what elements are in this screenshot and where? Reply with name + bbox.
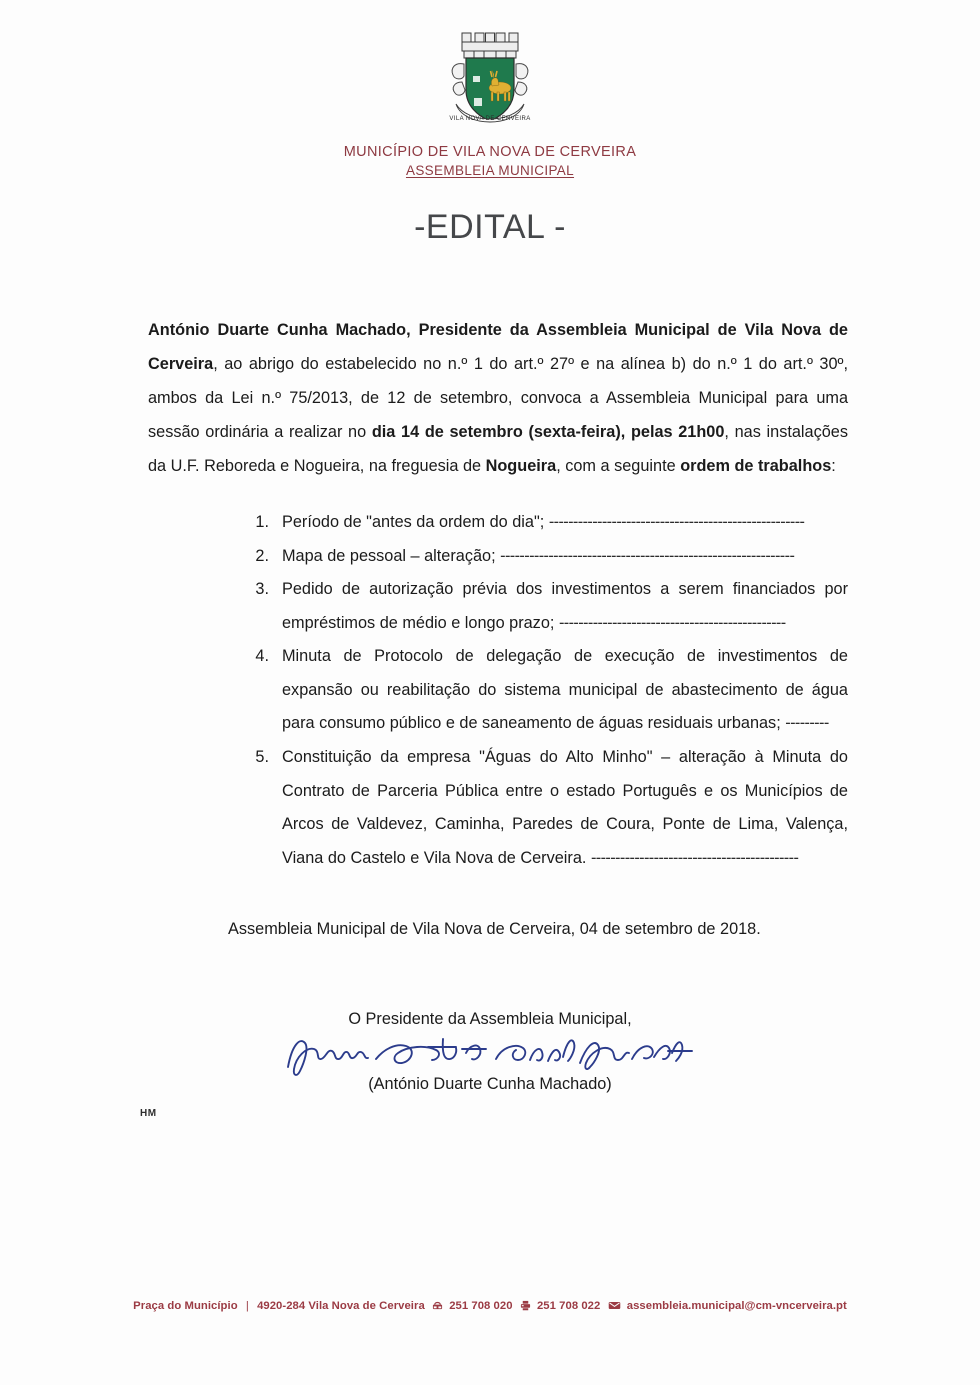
agenda-item-filler: ------------------------------------------------------------- — [500, 546, 795, 565]
agenda-item — [148, 640, 848, 741]
agenda-item-body — [282, 640, 848, 741]
agenda-item-filler: ----------------------------------------------- — [558, 613, 786, 632]
footer-separator: | — [245, 1300, 249, 1312]
agenda-item-body — [282, 540, 848, 574]
organization-body: ASSEMBLEIA MUNICIPAL — [405, 163, 575, 178]
ribbon-text: VILA NOVA DE CERVEIRA — [449, 116, 531, 122]
agenda-item-number: 2. — [255, 546, 269, 565]
agenda-item-text: Período de "antes da ordem do dia"; — [282, 513, 545, 531]
parish-name: Nogueira — [485, 456, 557, 475]
agenda-item-text: Minuta de Protocolo de delegação de execução de investimentos de expansão ou reabilitação do sistema municipal de abastecimento de água para consumo público e de saneamento de águas residuais urbanas; — [282, 647, 848, 733]
signature-name: (António Duarte Cunha Machado) — [368, 1075, 612, 1093]
agenda-item — [148, 741, 848, 875]
agenda-item-number: 5. — [255, 747, 269, 766]
page-title: -EDITAL - — [414, 208, 566, 246]
agenda-item-filler: --------- — [785, 714, 829, 733]
agenda-item-body — [282, 573, 848, 640]
coat-of-arms — [442, 28, 538, 132]
session-datetime: dia 14 de setembro (sexta-feira), pelas 21h00 — [371, 422, 725, 441]
agenda-item-number: 1. — [255, 513, 269, 531]
venue-text: , nas instalações da U.F. Reboreda e Nogueira, na freguesia de — [148, 422, 848, 475]
agenda-list — [148, 506, 848, 875]
agenda-label: ordem de trabalhos — [680, 456, 832, 475]
typist-initials: HM — [140, 1108, 157, 1119]
telephone-icon — [432, 1300, 443, 1314]
footer-address-line: 4920-284 Vila Nova de Cerveira — [257, 1300, 425, 1312]
footer-phone-number: 251 708 020 — [449, 1300, 513, 1312]
agenda-item — [148, 540, 848, 574]
agenda-item — [148, 506, 848, 540]
intro-paragraph — [148, 314, 848, 483]
colon-text: : — [831, 456, 836, 475]
email-icon — [608, 1300, 621, 1314]
president-name: António Duarte Cunha Machado, Presidente da Assembleia Municipal de Vila Nova de Cerveira — [148, 321, 848, 373]
agenda-item-filler: ----------------------------------------------------- — [548, 513, 805, 531]
agenda-item-number: 4. — [255, 647, 269, 666]
agenda-item-text: Pedido de autorização prévia dos investimentos a serem financiados por empréstimos de médio e longo prazo; — [282, 580, 848, 632]
footer-fax-number: 251 708 022 — [536, 1300, 601, 1312]
agenda-item-text: Constituição da empresa "Águas do Alto Minho" – alteração à Minuta do Contrato de Parceria Pública entre o estado Português e os Municípios de Arcos de Valdevez, Caminha, Paredes de Coura, Ponte de Lima, Valença, Viana do Castelo e Vila Nova de Cerveira. — [282, 747, 848, 867]
agenda-item-body — [282, 741, 848, 875]
mural-crown-icon — [462, 33, 518, 58]
closing-line: Assembleia Municipal de Vila Nova de Cerveira, 04 de setembro de 2018. — [228, 920, 761, 938]
crest-container — [0, 28, 980, 132]
organization-name: MUNICÍPIO DE VILA NOVA DE CERVEIRA — [343, 144, 637, 160]
footer-email-address: assembleia.municipal@cm-vncerveira.pt — [626, 1300, 847, 1312]
footer-address-name: Praça do Município — [133, 1300, 238, 1312]
handwritten-signature — [0, 1027, 980, 1079]
agenda-item — [148, 573, 848, 640]
fax-icon — [520, 1300, 531, 1314]
legal-basis-text: , ao abrigo do estabelecido no n.º 1 do art.º 27º e na alínea b) do n.º 1 do art.º 30º, ambos da Lei n.º 75/2013, de 12 de setembro, convoca a Assembleia Municipal para uma sessão ordinária a realizar no — [148, 354, 848, 441]
footer-contact-bar — [0, 1300, 980, 1314]
signature-role: O Presidente da Assembleia Municipal, — [348, 1010, 632, 1028]
agenda-item-body — [282, 506, 848, 540]
agenda-item-filler: ------------------------------------------- — [590, 848, 799, 867]
agenda-lead-text: , com a seguinte — [556, 456, 681, 475]
agenda-item-number: 3. — [255, 580, 269, 599]
agenda-item-text: Mapa de pessoal – alteração; — [282, 546, 496, 565]
letterhead — [0, 142, 980, 181]
signature-block — [0, 1010, 980, 1094]
